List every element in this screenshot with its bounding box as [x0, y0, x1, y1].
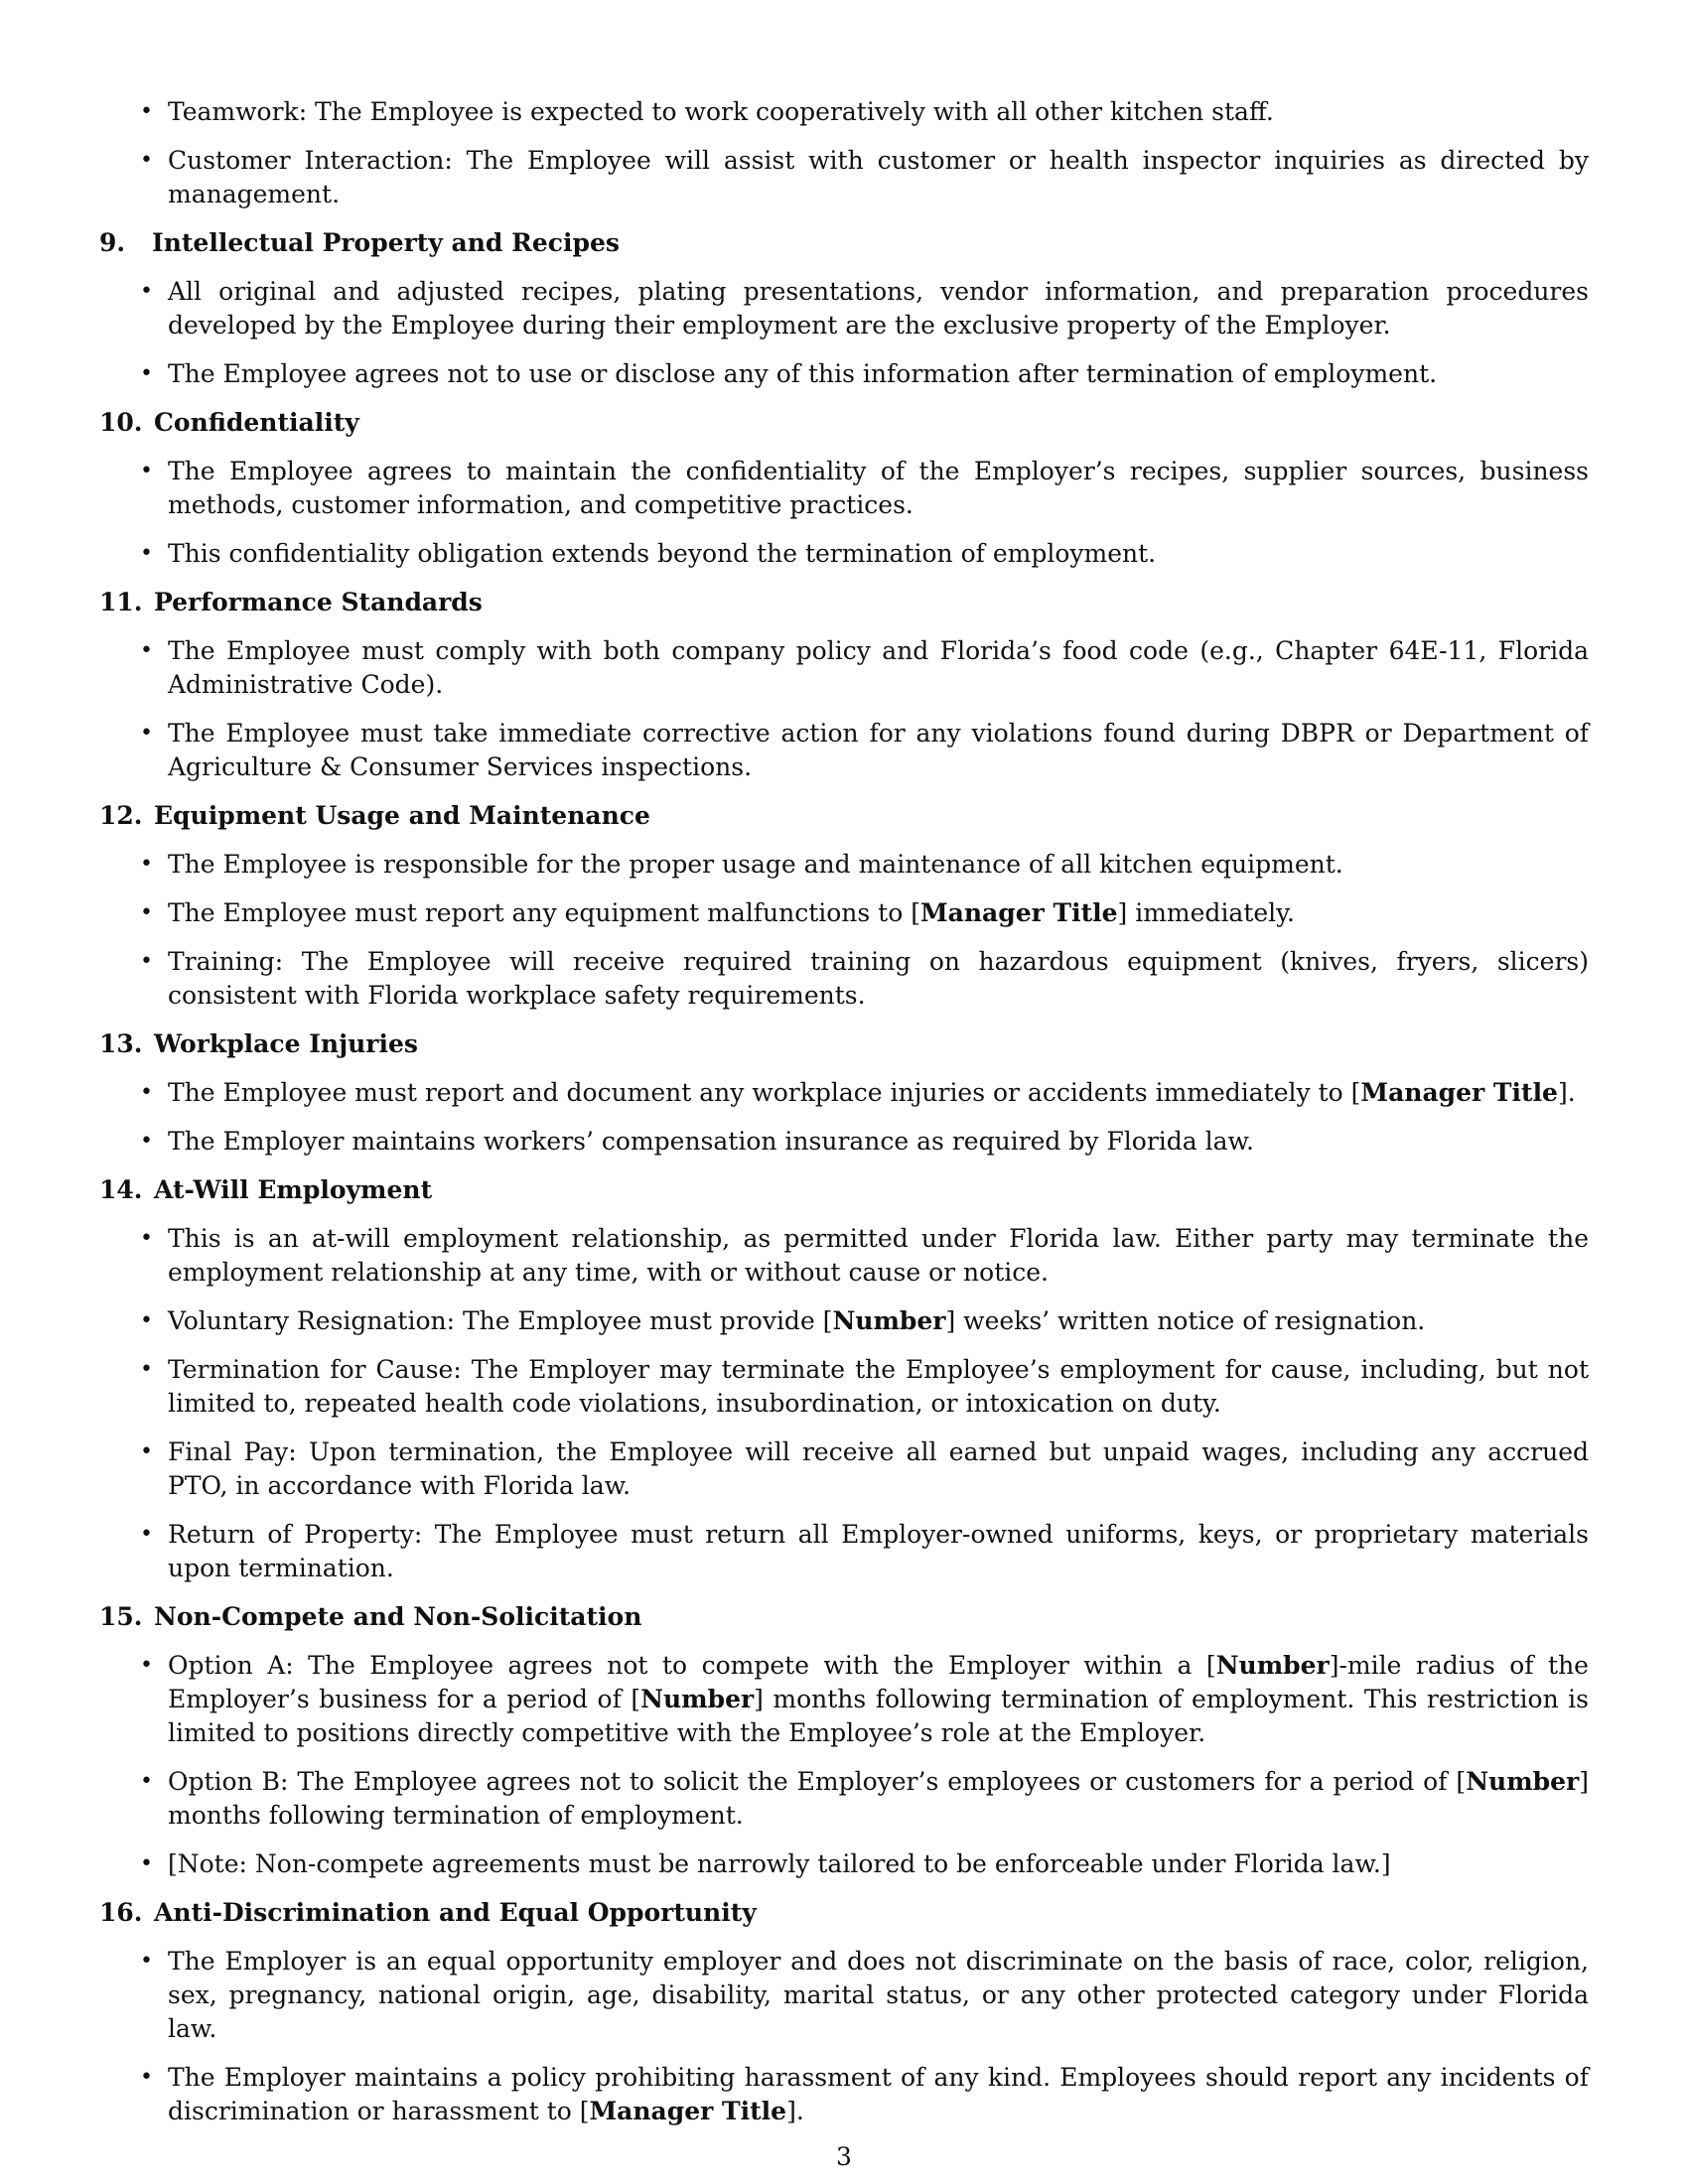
section-heading [99, 1896, 1589, 1930]
item-text: This confidentiality obligation extends beyond the termination of employment. [168, 539, 1157, 568]
section-title: Workplace Injuries [154, 1029, 418, 1058]
page-number: 3 [836, 2142, 852, 2171]
item-text: The Employee is responsible for the proper usage and maintenance of all kitchen equipment. [168, 850, 1343, 879]
section-heading [99, 799, 1589, 833]
list-item [99, 1518, 1589, 1585]
item-text: The Employee must report any equipment malfunctions to [ [168, 898, 920, 927]
section-number: 12. [99, 801, 143, 830]
section-heading [99, 406, 1589, 440]
section-number: 15. [99, 1602, 143, 1631]
list-item [99, 848, 1589, 882]
section-number: 14. [99, 1175, 143, 1204]
item-text: Training: The Employee will receive required training on hazardous equipment (knives, fryers, slicers) consistent with Florida workplace safety requirements. [168, 947, 1589, 1010]
section-number: 16. [99, 1898, 143, 1927]
list-item [99, 537, 1589, 571]
list-item [99, 275, 1589, 342]
section-heading [99, 226, 1589, 260]
document-body [99, 95, 1589, 2143]
placeholder-field: Manager Title [1360, 1078, 1558, 1107]
list-item [99, 357, 1589, 391]
item-text: Termination for Cause: The Employer may terminate the Employee’s employment for cause, including, but not limited to, repeated health code violations, insubordination, or intoxication on duty. [168, 1355, 1589, 1418]
section-number: 10. [99, 408, 143, 437]
item-text: ]. [786, 2097, 804, 2125]
list-item [99, 634, 1589, 702]
item-text: The Employee agrees to maintain the confidentiality of the Employer’s recipes, supplier sources, business methods, customer information, and competitive practices. [168, 457, 1589, 519]
item-text: The Employer is an equal opportunity employer and does not discriminate on the basis of race, color, religion, sex, pregnancy, national origin, age, disability, marital status, or any other protected category under Florida law. [168, 1947, 1589, 2043]
section-title: At-Will Employment [154, 1175, 433, 1204]
placeholder-field: Manager Title [589, 2097, 787, 2125]
list-item [99, 1304, 1589, 1338]
list-item [99, 2061, 1589, 2128]
item-text: Voluntary Resignation: The Employee must provide [ [168, 1306, 833, 1335]
placeholder-field: Number [1466, 1767, 1580, 1796]
section-heading [99, 586, 1589, 619]
item-text: ]. [1557, 1078, 1576, 1107]
list-item [99, 455, 1589, 522]
list-item [99, 1945, 1589, 2046]
section-number: 11. [99, 588, 143, 616]
section-title: Anti-Discrimination and Equal Opportunity [154, 1898, 757, 1927]
list-item [99, 1765, 1589, 1833]
list-item [99, 945, 1589, 1013]
list-item [99, 1847, 1589, 1881]
placeholder-field: Number [832, 1306, 946, 1335]
item-text: The Employee must report and document any workplace injuries or accidents immediately to [ [168, 1078, 1361, 1107]
list-item [99, 1435, 1589, 1503]
item-text: The Employer maintains workers’ compensation insurance as required by Florida law. [168, 1127, 1254, 1156]
item-text: ]-mile radius of the Employer’s business for a period of [ [168, 1651, 1589, 1713]
item-text: Final Pay: Upon termination, the Employee will receive all earned but unpaid wages, including any accrued PTO, in accordance with Florida law. [168, 1437, 1589, 1500]
section-title: Equipment Usage and Maintenance [154, 801, 650, 830]
section-number: 13. [99, 1029, 143, 1058]
item-text: ] months following termination of employment. This restriction is limited to positions directly competitive with the Employee’s role at the Employer. [168, 1685, 1589, 1747]
placeholder-field: Manager Title [919, 898, 1118, 927]
list-item [99, 1353, 1589, 1421]
list-item [99, 896, 1589, 930]
section-number: 9. [99, 228, 126, 257]
placeholder-field: Number [640, 1685, 755, 1713]
section-heading [99, 1600, 1589, 1634]
item-text: Option A: The Employee agrees not to compete with the Employer within a [ [168, 1651, 1216, 1680]
list-item [99, 1076, 1589, 1110]
item-text: The Employee must comply with both company policy and Florida’s food code (e.g., Chapter 64E-11, Florida Administrative Code). [168, 636, 1589, 699]
list-item [99, 1649, 1589, 1750]
placeholder-field: Number [1215, 1651, 1330, 1680]
item-text: ] months following termination of employment. [168, 1767, 1589, 1830]
item-text: ] immediately. [1117, 898, 1295, 927]
list-item [99, 144, 1589, 211]
item-text: The Employee must take immediate corrective action for any violations found during DBPR or Department of Agriculture & Consumer Services inspections. [168, 719, 1589, 781]
section-title: Performance Standards [154, 588, 483, 616]
item-text: [Note: Non-compete agreements must be narrowly tailored to be enforceable under Florida law.] [168, 1849, 1391, 1878]
item-text: Customer Interaction: The Employee will assist with customer or health inspector inquiries as directed by management. [168, 146, 1589, 208]
section-title: Non-Compete and Non-Solicitation [154, 1602, 642, 1631]
item-text: All original and adjusted recipes, plating presentations, vendor information, and preparation procedures developed by the Employee during their employment are the exclusive property of the Employer. [168, 277, 1589, 340]
section-heading [99, 1027, 1589, 1061]
list-item [99, 95, 1589, 129]
list-item [99, 717, 1589, 784]
list-item [99, 1125, 1589, 1159]
item-text: This is an at-will employment relationship, as permitted under Florida law. Either party may terminate the employment relationship at any time, with or without cause or notice. [168, 1224, 1589, 1287]
item-text: The Employer maintains a policy prohibiting harassment of any kind. Employees should report any incidents of discrimination or harassment to [ [168, 2063, 1589, 2125]
section-title: Intellectual Property and Recipes [152, 228, 620, 257]
item-text: Return of Property: The Employee must return all Employer-owned uniforms, keys, or proprietary materials upon termination. [168, 1520, 1589, 1582]
section-title: Confidentiality [154, 408, 359, 437]
item-text: Option B: The Employee agrees not to solicit the Employer’s employees or customers for a period of [ [168, 1767, 1467, 1796]
item-text: Teamwork: The Employee is expected to work cooperatively with all other kitchen staff. [168, 97, 1274, 126]
item-text: The Employee agrees not to use or disclose any of this information after termination of employment. [168, 359, 1438, 388]
item-text: ] weeks’ written notice of resignation. [945, 1306, 1426, 1335]
list-item [99, 1222, 1589, 1290]
section-heading [99, 1173, 1589, 1207]
